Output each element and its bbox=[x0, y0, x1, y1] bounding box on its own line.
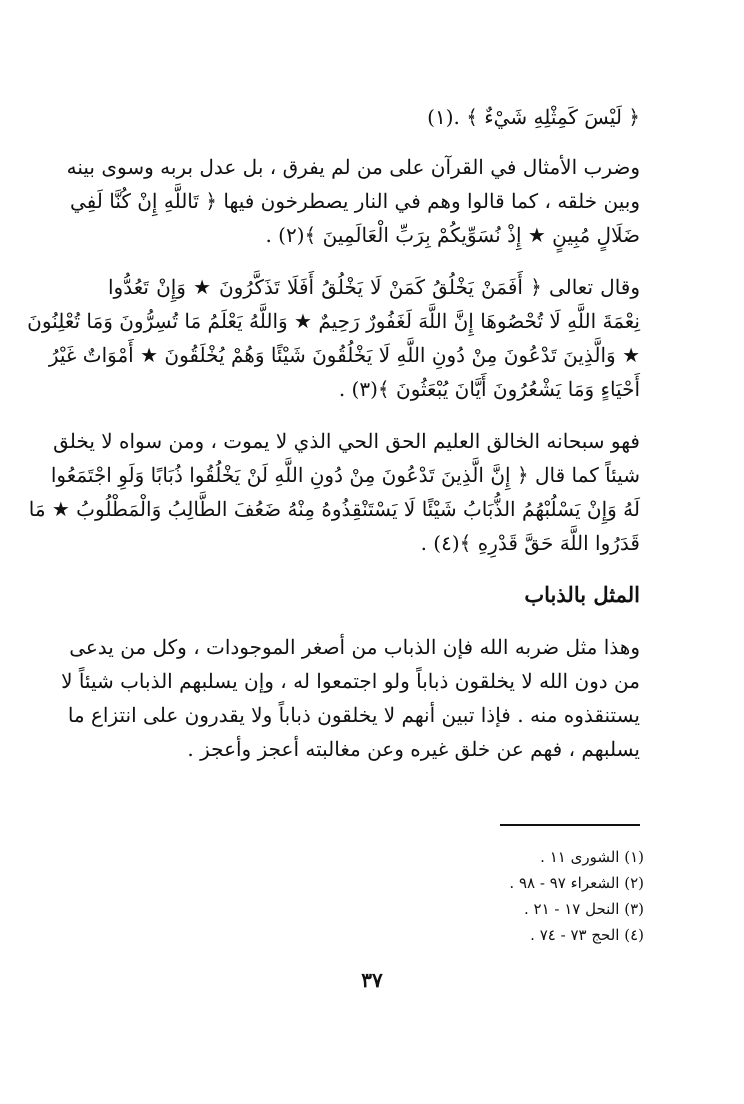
text-line: من دون الله لا يخلقون ذباباً ولو اجتمعوا له ، وإن يسلبهم الذباب شيئاً لا bbox=[61, 669, 640, 693]
text-line: يستنقذوه منه . فإذا تبين أنهم لا يخلقون ذباباً ولا يقدرون على انتزاع ما bbox=[67, 703, 640, 727]
section-heading: المثل بالذباب bbox=[524, 582, 640, 607]
paragraph-3 bbox=[27, 270, 640, 406]
footnotes bbox=[344, 844, 644, 948]
paragraph-4 bbox=[28, 424, 640, 560]
text-line: أَحْيَاءٍ وَمَا يَشْعُرُونَ أَيَّانَ يُبْعَثُونَ ﴾(٣) . bbox=[338, 377, 640, 401]
text-line: ﴿ لَيْسَ كَمِثْلِهِ شَيْءٌ ﴾ .(١) bbox=[427, 105, 640, 129]
text-line: وقال تعالى ﴿ أَفَمَنْ يَخْلُقُ كَمَنْ لَا يَخْلُقُ أَفَلَا تَذَكَّرُونَ ★ وَإِنْ تَعُدُّوا bbox=[108, 275, 640, 299]
paragraph-5 bbox=[61, 630, 640, 766]
text-line: قَدَرُوا اللَّهَ حَقَّ قَدْرِهِ ﴾(٤) . bbox=[420, 531, 640, 555]
text-line: ★ وَالَّذِينَ تَدْعُونَ مِنْ دُونِ اللَّهِ لَا يَخْلُقُونَ شَيْئًا وَهُمْ يُخْلَقُونَ ★ أَمْوَاتٌ غَيْرُ bbox=[48, 343, 640, 367]
footnote-4: (٤) الحج ٧٣ - ٧٤ . bbox=[530, 926, 644, 944]
text-line: وبين خلقه ، كما قالوا وهم في النار يصطرخون فيها ﴿ تَاللَّهِ إِنْ كُنَّا لَفِي bbox=[70, 189, 640, 213]
paragraph-2 bbox=[66, 150, 640, 252]
text-line: يسلبهم ، فهم عن خلق غيره وعن مغالبته أعجز وأعجز . bbox=[187, 737, 640, 761]
text-line: نِعْمَةَ اللَّهِ لَا تُحْصُوهَا إِنَّ اللَّهَ لَغَفُورٌ رَحِيمٌ ★ وَاللَّهُ يَعْلَمُ مَا تُسِرُّونَ وَمَا تُعْلِنُونَ bbox=[27, 309, 640, 333]
footnote-1: (١) الشورى ١١ . bbox=[540, 848, 644, 866]
text-line: ضَلَالٍ مُبِينٍ ★ إِذْ نُسَوِّيكُمْ بِرَبِّ الْعَالَمِينَ ﴾(٢) . bbox=[265, 223, 640, 247]
footnote-2: (٢) الشعراء ٩٧ - ٩٨ . bbox=[509, 874, 644, 892]
main-text bbox=[27, 100, 640, 784]
footnote-3: (٣) النحل ١٧ - ٢١ . bbox=[523, 900, 644, 918]
text-line: فهو سبحانه الخالق العليم الحق الحي الذي لا يموت ، ومن سواه لا يخلق bbox=[53, 429, 640, 453]
text-line: لَهُ وَإِنْ يَسْلُبْهُمُ الذُّبَابُ شَيْئًا لَا يَسْتَنْقِذُوهُ مِنْهُ ضَعُفَ الطَّالِبُ وَالْمَطْلُوبُ ★ مَا bbox=[28, 497, 640, 521]
page-number: ٣٧ bbox=[361, 968, 383, 992]
footnote-divider bbox=[500, 824, 640, 826]
text-line: وهذا مثل ضربه الله فإن الذباب من أصغر الموجودات ، وكل من يدعى bbox=[69, 635, 640, 659]
text-line: شيئاً كما قال ﴿ إِنَّ الَّذِينَ تَدْعُونَ مِنْ دُونِ اللَّهِ لَنْ يَخْلُقُوا ذُبَابًا وَلَوِ اجْتَمَعُوا bbox=[50, 463, 640, 487]
text-line: وضرب الأمثال في القرآن على من لم يفرق ، بل عدل بربه وسوى بينه bbox=[66, 155, 640, 179]
paragraph-1 bbox=[108, 100, 640, 134]
